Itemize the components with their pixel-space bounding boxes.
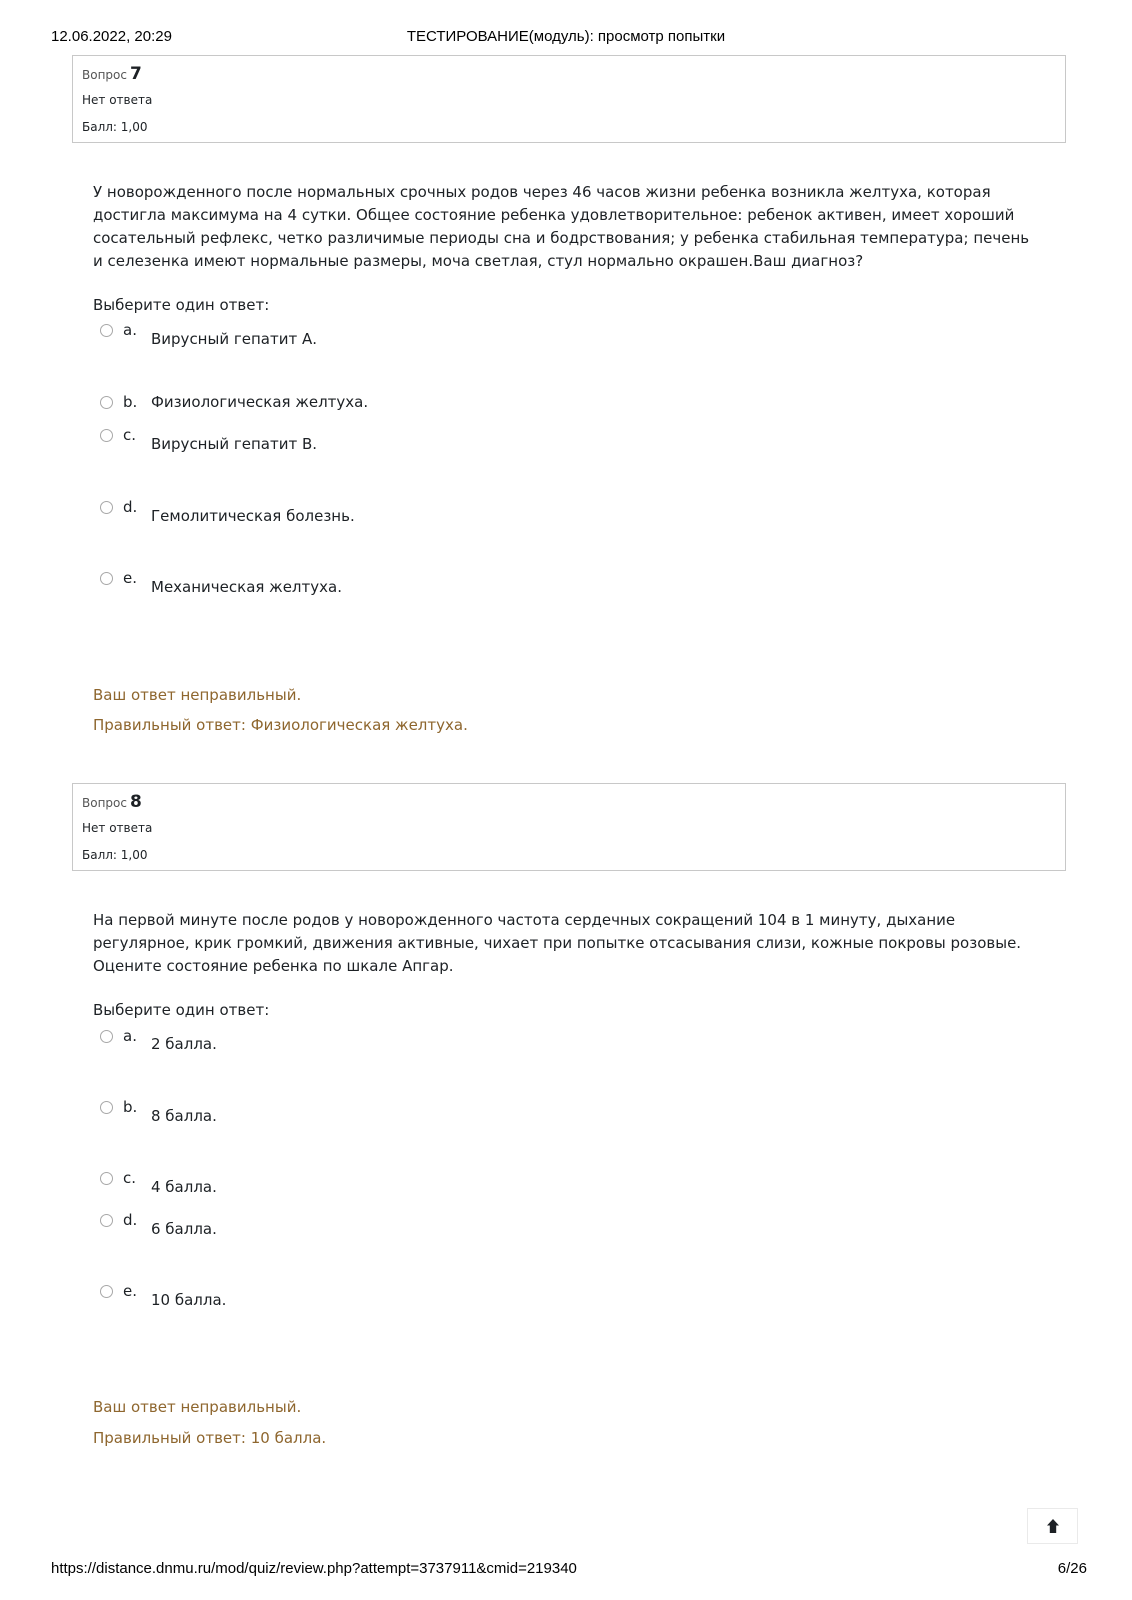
question-info-7 (72, 55, 1066, 143)
radio-button[interactable] (100, 396, 113, 409)
question-text: У новорожденного после нормальных срочных родов через 46 часов жизни ребенка возникла желтуха, которая достигла максимума на 4 сутки. Общее состояние ребенка удовлетворительное: ребенок активен, имеет хороший сосательный рефлекс, четко различимые периоды сна и бодрствования; у ребенка стабильная температура; печень и селезенка имеют нормальные размеры, моча светлая, стул нормально окрашен.Ваш диагноз? (93, 183, 1030, 270)
question-label: Вопрос (82, 68, 127, 82)
question-grade: Балл: 1,00 (82, 120, 148, 134)
option-letter: b. (123, 1098, 138, 1116)
option-text: 4 балла. (151, 1178, 217, 1196)
answer-option[interactable] (100, 1098, 800, 1131)
question-number (82, 792, 142, 812)
radio-button[interactable] (100, 429, 113, 442)
print-header (0, 26, 1132, 48)
radio-button[interactable] (100, 324, 113, 337)
option-text: 2 балла. (151, 1035, 217, 1053)
answer-prompt: Выберите один ответ: (93, 296, 270, 314)
question-number-value: 7 (129, 64, 142, 84)
back-to-top-button[interactable] (1027, 1508, 1078, 1544)
question-number (82, 64, 142, 84)
option-letter: a. (123, 321, 137, 339)
page-number: 6/26 (1057, 1560, 1087, 1577)
radio-button[interactable] (100, 1214, 113, 1227)
option-text: 10 балла. (151, 1291, 227, 1309)
radio-button[interactable] (100, 501, 113, 514)
option-text: 6 балла. (151, 1220, 217, 1238)
option-text: 8 балла. (151, 1107, 217, 1125)
answer-option[interactable] (100, 426, 800, 459)
option-letter: a. (123, 1027, 137, 1045)
option-letter: e. (123, 1282, 137, 1300)
arrow-up-icon (1046, 1518, 1060, 1534)
print-title: ТЕСТИРОВАНИЕ(модуль): просмотр попытки (406, 28, 726, 45)
radio-button[interactable] (100, 1101, 113, 1114)
right-answer: Правильный ответ: 10 балла. (93, 1429, 327, 1447)
question-label: Вопрос (82, 796, 127, 810)
answer-option[interactable] (100, 1027, 800, 1060)
option-letter: b. (123, 393, 138, 411)
answer-feedback: Ваш ответ неправильный. (93, 686, 302, 704)
answer-option[interactable] (100, 498, 800, 531)
answer-option[interactable] (100, 569, 800, 602)
radio-button[interactable] (100, 572, 113, 585)
answer-option[interactable] (100, 1211, 800, 1244)
option-letter: e. (123, 569, 137, 587)
radio-button[interactable] (100, 1285, 113, 1298)
answer-feedback: Ваш ответ неправильный. (93, 1398, 302, 1416)
option-text: Вирусный гепатит В. (151, 435, 318, 453)
question-number-value: 8 (129, 792, 142, 812)
option-text: Вирусный гепатит А. (151, 330, 317, 348)
question-grade: Балл: 1,00 (82, 848, 148, 862)
option-letter: c. (123, 426, 137, 444)
question-info-8 (72, 783, 1066, 871)
answer-prompt: Выберите один ответ: (93, 1001, 270, 1019)
question-state: Нет ответа (82, 821, 153, 835)
question-text: На первой минуте после родов у новорожденного частота сердечных сокращений 104 в 1 минуту, дыхание регулярное, крик громкий, движения активные, чихает при попытке отсасывания слизи, кожные покровы розовые. Оцените состояние ребенка по шкале Апгар. (93, 911, 1022, 975)
answer-option[interactable] (100, 1282, 800, 1315)
right-answer: Правильный ответ: Физиологическая желтуха. (93, 716, 468, 734)
radio-button[interactable] (100, 1030, 113, 1043)
print-datetime: 12.06.2022, 20:29 (51, 28, 172, 45)
option-text: Физиологическая желтуха. (151, 393, 369, 411)
print-footer (0, 1560, 1132, 1582)
radio-button[interactable] (100, 1172, 113, 1185)
option-letter: d. (123, 1211, 138, 1229)
option-letter: d. (123, 498, 138, 516)
option-text: Механическая желтуха. (151, 578, 342, 596)
answer-option[interactable] (100, 1169, 800, 1202)
print-url: https://distance.dnmu.ru/mod/quiz/review.php?attempt=3737911&cmid=219340 (51, 1560, 577, 1577)
question-state: Нет ответа (82, 93, 153, 107)
answer-option[interactable] (100, 321, 800, 354)
option-text: Гемолитическая болезнь. (151, 507, 355, 525)
answer-option[interactable] (100, 393, 800, 426)
option-letter: c. (123, 1169, 137, 1187)
